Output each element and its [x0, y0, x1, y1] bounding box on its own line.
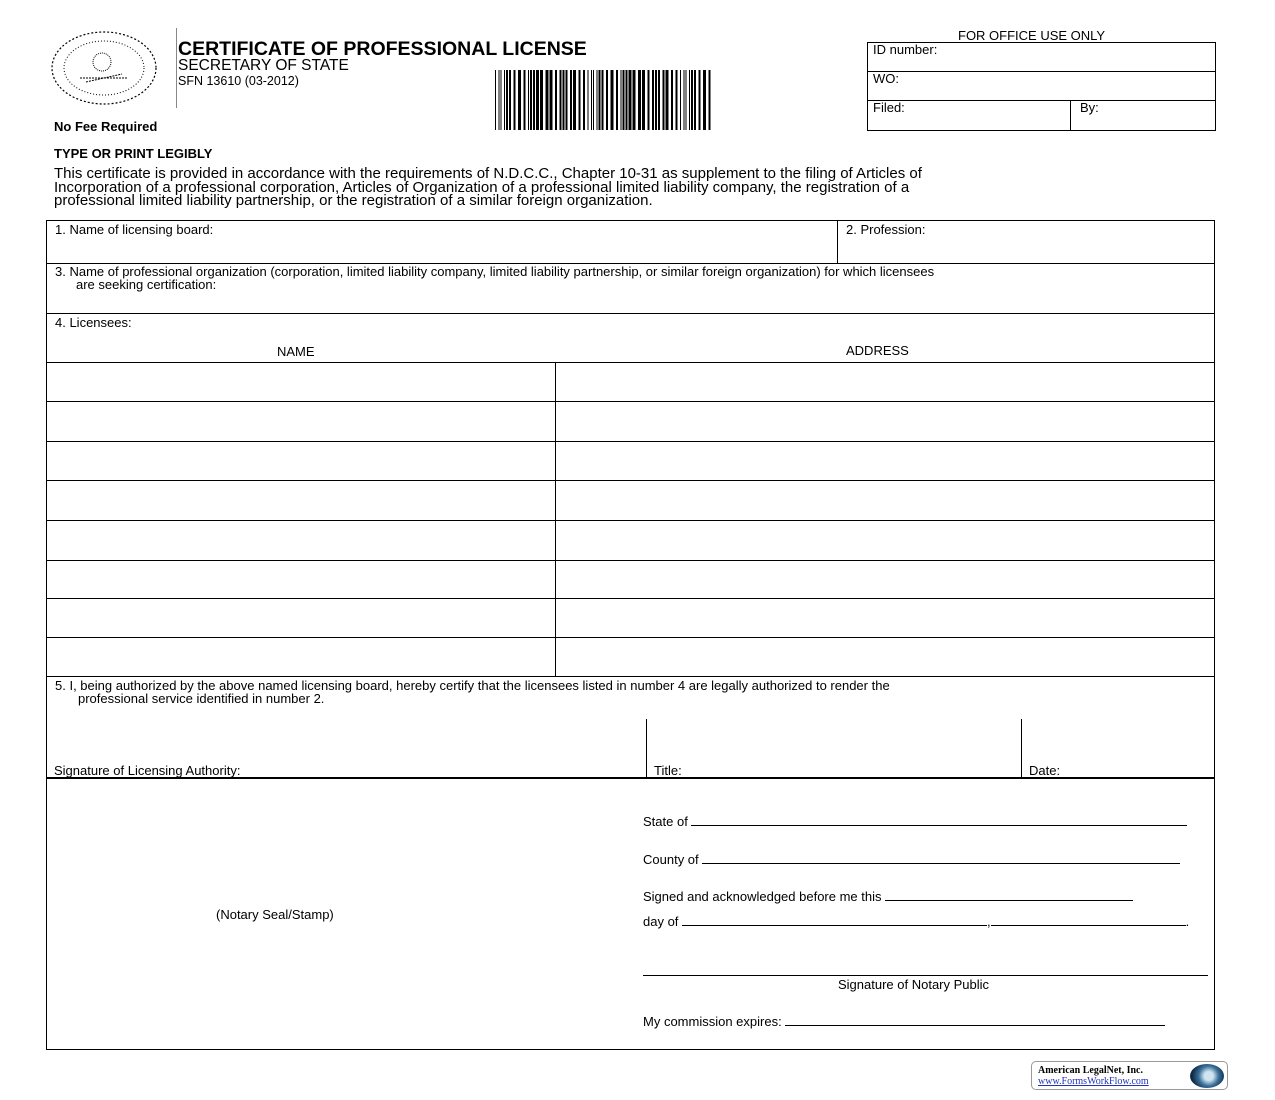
profession-input[interactable]: [846, 240, 1208, 260]
name-column-header: NAME: [277, 344, 315, 359]
certification-text: [55, 679, 890, 705]
barcode-bar: [599, 70, 601, 130]
notary-state-row[interactable]: [643, 814, 1187, 829]
wo-label: WO:: [873, 71, 899, 86]
barcode-bar: [593, 70, 594, 130]
barcode-bar: [509, 70, 511, 130]
barcode-bar: [606, 70, 608, 130]
signed-label: Signed and acknowledged before me this: [643, 889, 882, 904]
barcode-bar: [570, 70, 572, 130]
barcode-bar: [528, 70, 529, 130]
barcode-bar: [676, 70, 678, 130]
notary-commission-row[interactable]: [643, 1014, 1165, 1029]
day-label: day of: [643, 914, 679, 929]
form-number: SFN 13610 (03-2012): [178, 74, 299, 88]
barcode-bar: [691, 70, 693, 130]
year-line[interactable]: [991, 914, 1186, 926]
instructions-line: This certificate is provided in accordance with the requirements of N.D.C.C., Chapter 10-31 as supplement to the filing of Articles of: [54, 165, 922, 182]
barcode-bar: [623, 70, 625, 130]
divider: [555, 362, 556, 676]
barcode-bar: [655, 70, 657, 130]
commission-label: My commission expires:: [643, 1014, 782, 1029]
licensee-name-input[interactable]: [50, 403, 550, 439]
barcode-bar: [703, 70, 706, 130]
barcode-bar: [666, 70, 669, 130]
divider: [646, 719, 647, 777]
divider: [46, 598, 1215, 599]
notary-signature-label: Signature of Notary Public: [838, 977, 990, 992]
barcode: [495, 70, 713, 130]
barcode-bar: [495, 70, 496, 130]
instructions-line: Incorporation of a professional corporation, Articles of Organization of a professional limited liability company, the registration of a: [54, 178, 910, 196]
barcode-bar: [652, 70, 654, 130]
barcode-bar: [524, 70, 526, 130]
licensee-address-input[interactable]: [560, 522, 1210, 558]
footer-company: American LegalNet, Inc.: [1038, 1065, 1143, 1076]
divider: [867, 100, 1216, 101]
barcode-bar: [550, 70, 553, 130]
licensee-name-input[interactable]: [50, 482, 550, 518]
barcode-bar: [560, 70, 562, 130]
barcode-bar: [591, 70, 592, 130]
licensee-address-input[interactable]: [560, 443, 1210, 478]
filed-label: Filed:: [873, 100, 905, 115]
barcode-bar: [611, 70, 614, 130]
organization-label-line: are seeking certification:: [76, 277, 217, 292]
licensee-address-input[interactable]: [560, 403, 1210, 439]
barcode-icon: [495, 70, 713, 130]
state-seal: [50, 30, 158, 106]
barcode-bar: [658, 70, 660, 130]
barcode-bar: [514, 70, 516, 130]
notary-signature-line[interactable]: [643, 975, 1208, 976]
barcode-bar: [621, 70, 622, 130]
state-line[interactable]: [691, 814, 1187, 826]
county-label: County of: [643, 852, 699, 867]
barcode-bar: [566, 70, 568, 130]
divider: [46, 520, 1215, 521]
divider: [837, 220, 838, 263]
barcode-bar: [684, 70, 685, 130]
barcode-bar: [626, 70, 628, 130]
barcode-bar: [686, 70, 687, 130]
barcode-bar: [709, 70, 711, 130]
barcode-bar: [663, 70, 665, 130]
signature-input[interactable]: [55, 720, 640, 760]
divider: [46, 401, 1215, 402]
licensee-name-input[interactable]: [50, 364, 550, 399]
fee-note: No Fee Required: [54, 119, 158, 134]
notary-signed-row[interactable]: [643, 889, 1133, 904]
licensing-board-input[interactable]: [55, 240, 830, 260]
barcode-bar: [648, 70, 650, 130]
profession-label: 2. Profession:: [846, 222, 926, 237]
licensee-address-input[interactable]: [560, 482, 1210, 518]
seal-icon: [50, 30, 158, 106]
instructions-heading: TYPE OR PRINT LEGIBLY: [54, 146, 213, 161]
signature-label: Signature of Licensing Authority:: [54, 763, 241, 778]
notary-county-row[interactable]: [643, 852, 1180, 867]
commission-line[interactable]: [785, 1014, 1165, 1026]
barcode-bar: [536, 70, 539, 130]
barcode-bar: [629, 70, 632, 130]
organization-label-line: 3. Name of professional organization (corporation, limited liability company, limited liability partnership, or similar foreign organization) for which licensees: [55, 264, 935, 279]
form-title: CERTIFICATE OF PROFESSIONAL LICENSE: [178, 38, 587, 60]
barcode-bar: [504, 70, 505, 130]
title-input[interactable]: [652, 720, 1016, 760]
barcode-bar: [533, 70, 535, 130]
licensee-name-input[interactable]: [50, 600, 550, 635]
divider: [1070, 100, 1071, 131]
divider: [46, 676, 1215, 677]
by-label: By:: [1080, 100, 1099, 115]
licensee-address-input[interactable]: [560, 639, 1210, 674]
header-divider: [176, 28, 177, 108]
divider: [46, 560, 1215, 561]
licensee-address-input[interactable]: [560, 600, 1210, 635]
notary-seal-label: (Notary Seal/Stamp): [216, 907, 334, 922]
instructions-text: [54, 167, 922, 208]
licensee-address-input[interactable]: [560, 364, 1210, 399]
licensee-address-input[interactable]: [560, 562, 1210, 596]
barcode-bar: [506, 70, 508, 130]
agency-name: SECRETARY OF STATE: [178, 57, 349, 74]
barcode-bar: [689, 70, 690, 130]
barcode-bar: [633, 70, 636, 130]
state-label: State of: [643, 814, 688, 829]
divider: [46, 441, 1215, 442]
organization-input[interactable]: [300, 286, 1200, 308]
barcode-bar: [530, 70, 532, 130]
divider: [46, 362, 1215, 363]
barcode-bar: [540, 70, 543, 130]
licensing-board-label: 1. Name of licensing board:: [55, 222, 214, 237]
signed-day-line[interactable]: [885, 889, 1133, 901]
barcode-bar: [546, 70, 549, 130]
address-column-header: ADDRESS: [846, 343, 909, 358]
month-line[interactable]: [682, 914, 987, 926]
instructions-line: professional limited liability partnership, or the registration of a similar foreign organization.: [54, 192, 653, 209]
barcode-bar: [642, 70, 645, 130]
divider: [46, 480, 1215, 481]
barcode-bar: [699, 70, 701, 130]
licensee-name-input[interactable]: [50, 562, 550, 596]
barcode-bar: [499, 70, 500, 130]
notary-day-row[interactable]: [643, 914, 1189, 929]
divider: [46, 637, 1215, 638]
title-label: Title:: [654, 763, 682, 778]
date-input[interactable]: [1027, 720, 1209, 760]
footer-url[interactable]: www.FormsWorkFlow.com: [1038, 1076, 1149, 1087]
barcode-bar: [602, 70, 604, 130]
barcode-bar: [518, 70, 521, 130]
barcode-bar: [616, 70, 618, 130]
certification-line: 5. I, being authorized by the above named licensing board, hereby certify that the licensees listed in number 4 are legally authorized to render the: [55, 678, 890, 693]
barcode-bar: [588, 70, 589, 130]
comma: ,: [987, 914, 991, 929]
barcode-bar: [579, 70, 581, 130]
barcode-bar: [555, 70, 557, 130]
barcode-bar: [583, 70, 585, 130]
barcode-bar: [573, 70, 576, 130]
barcode-bar: [694, 70, 696, 130]
date-label: Date:: [1029, 763, 1061, 778]
barcode-bar: [597, 70, 598, 130]
divider: [46, 313, 1215, 314]
id-number-label: ID number:: [873, 42, 938, 57]
period: .: [1185, 914, 1190, 929]
barcode-bar: [501, 70, 502, 130]
licensee-name-input[interactable]: [50, 639, 550, 674]
licensee-name-input[interactable]: [50, 443, 550, 478]
county-line[interactable]: [702, 852, 1180, 864]
barcode-bar: [563, 70, 565, 130]
office-use-heading: FOR OFFICE USE ONLY: [958, 28, 1106, 43]
licensees-label: 4. Licensees:: [55, 315, 132, 330]
barcode-bar: [680, 70, 681, 130]
certification-line: professional service identified in number 2.: [78, 691, 325, 706]
footer-logo[interactable]: [1031, 1061, 1228, 1090]
licensee-name-input[interactable]: [50, 522, 550, 558]
divider: [1021, 719, 1022, 777]
barcode-bar: [671, 70, 673, 130]
globe-icon: [1190, 1064, 1224, 1088]
barcode-bar: [638, 70, 641, 130]
divider: [867, 71, 1216, 72]
